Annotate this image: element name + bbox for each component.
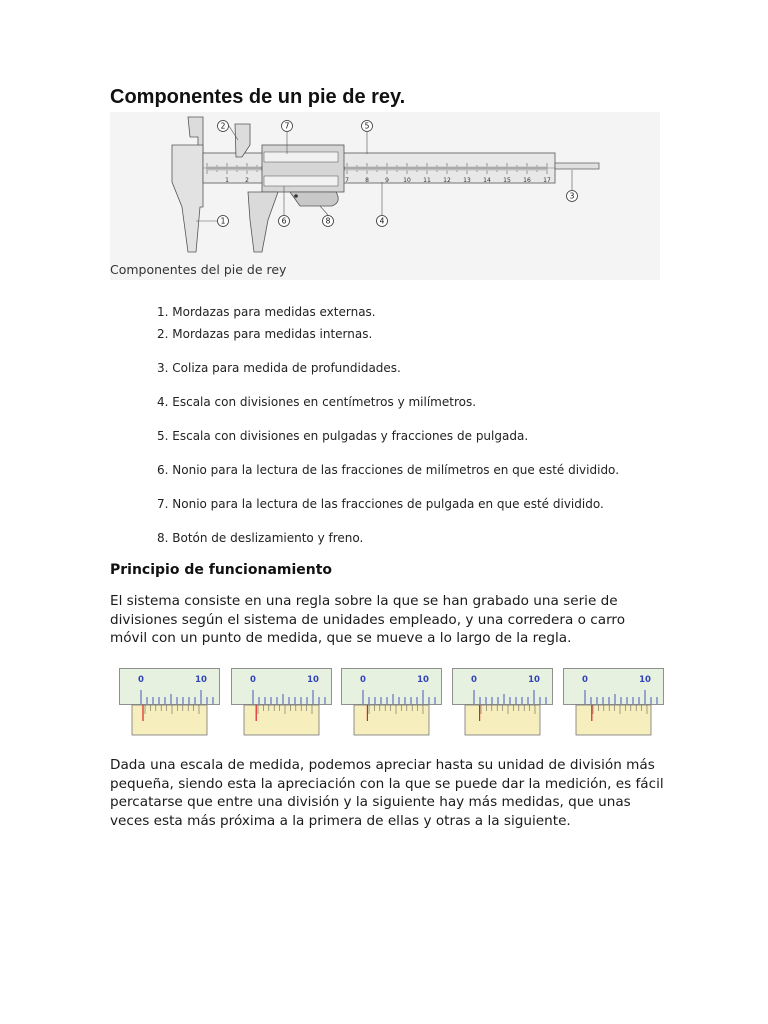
- scale-number: 10: [403, 177, 411, 184]
- scale-number: 14: [483, 177, 491, 184]
- vernier-example: [231, 668, 332, 736]
- list-item: 2. Mordazas para medidas internas.: [157, 327, 373, 341]
- callout-number: 1: [220, 216, 226, 226]
- scale-number: 16: [523, 177, 531, 184]
- page-title: Componentes de un pie de rey.: [110, 86, 406, 108]
- external-moving-jaw: [248, 192, 278, 252]
- mm-vernier: [264, 176, 338, 186]
- scale-number: 8: [365, 177, 369, 184]
- figure-caption: Componentes del pie de rey: [110, 262, 287, 277]
- list-item: 5. Escala con divisiones en pulgadas y fracciones de pulgada.: [157, 429, 529, 443]
- callout-number: 3: [569, 191, 575, 201]
- vernier-example: [119, 668, 220, 736]
- depth-rod: [555, 163, 599, 169]
- callout-number: 8: [325, 216, 331, 226]
- scale-label-start: 0: [582, 675, 588, 685]
- list-item: 3. Coliza para medida de profundidades.: [157, 361, 401, 375]
- paragraph: Dada una escala de medida, podemos apreciar hasta su unidad de división más pequeña, siendo esta la apreciación con la que se puede dar la medición, es fácil percatarse que entre una división y la siguiente hay más medidas, que unas veces esta más próxima a la primera de ellas y otras a la siguiente.: [110, 757, 664, 829]
- vernier-examples: [119, 668, 664, 738]
- callout-number: 4: [379, 216, 385, 226]
- scale-label-end: 10: [417, 675, 429, 685]
- scale-number: 7: [345, 177, 349, 184]
- callout-number: 7: [284, 121, 290, 131]
- internal-moving-jaw: [235, 124, 250, 157]
- scale-number: 15: [503, 177, 511, 184]
- vernier-example: [341, 668, 442, 736]
- paragraph: El sistema consiste en una regla sobre la que se han grabado una serie de divisiones según el sistema de unidades empleado, y una corredera o carro móvil con un punto de medida, que se mueve a lo largo de la regla.: [110, 593, 626, 646]
- scale-number: 9: [385, 177, 389, 184]
- scale-number: 2: [245, 177, 249, 184]
- vernier-example: [452, 668, 553, 736]
- external-fixed-jaw: [172, 145, 203, 252]
- inch-vernier: [264, 152, 338, 162]
- list-item: 1. Mordazas para medidas externas.: [157, 305, 376, 319]
- thumb-button: [290, 192, 338, 206]
- callout-number: 2: [220, 121, 226, 131]
- caliper-diagram: [110, 112, 660, 262]
- scale-label-end: 10: [528, 675, 540, 685]
- scale-label-start: 0: [138, 675, 144, 685]
- vernier-example: [563, 668, 664, 736]
- list-item: 8. Botón de deslizamiento y freno.: [157, 531, 364, 545]
- scale-label-start: 0: [471, 675, 477, 685]
- scale-label-end: 10: [307, 675, 319, 685]
- scale-number: 12: [443, 177, 451, 184]
- list-item: 6. Nonio para la lectura de las fracciones de milímetros en que esté dividido.: [157, 463, 620, 477]
- scale-label-end: 10: [639, 675, 651, 685]
- section-heading: Principio de funcionamiento: [110, 562, 333, 578]
- callout-number: 6: [281, 216, 287, 226]
- scale-number: 13: [463, 177, 471, 184]
- callout-number: 5: [364, 121, 370, 131]
- list-item: 7. Nonio para la lectura de las fracciones de pulgada en que esté dividido.: [157, 497, 604, 511]
- scale-number: 11: [423, 177, 431, 184]
- list-item: 4. Escala con divisiones en centímetros y milímetros.: [157, 395, 477, 409]
- scale-label-end: 10: [195, 675, 207, 685]
- scale-label-start: 0: [360, 675, 366, 685]
- scale-number: 1: [225, 177, 229, 184]
- caliper-figure: [110, 112, 660, 280]
- scale-label-start: 0: [250, 675, 256, 685]
- scale-number: 17: [543, 177, 551, 184]
